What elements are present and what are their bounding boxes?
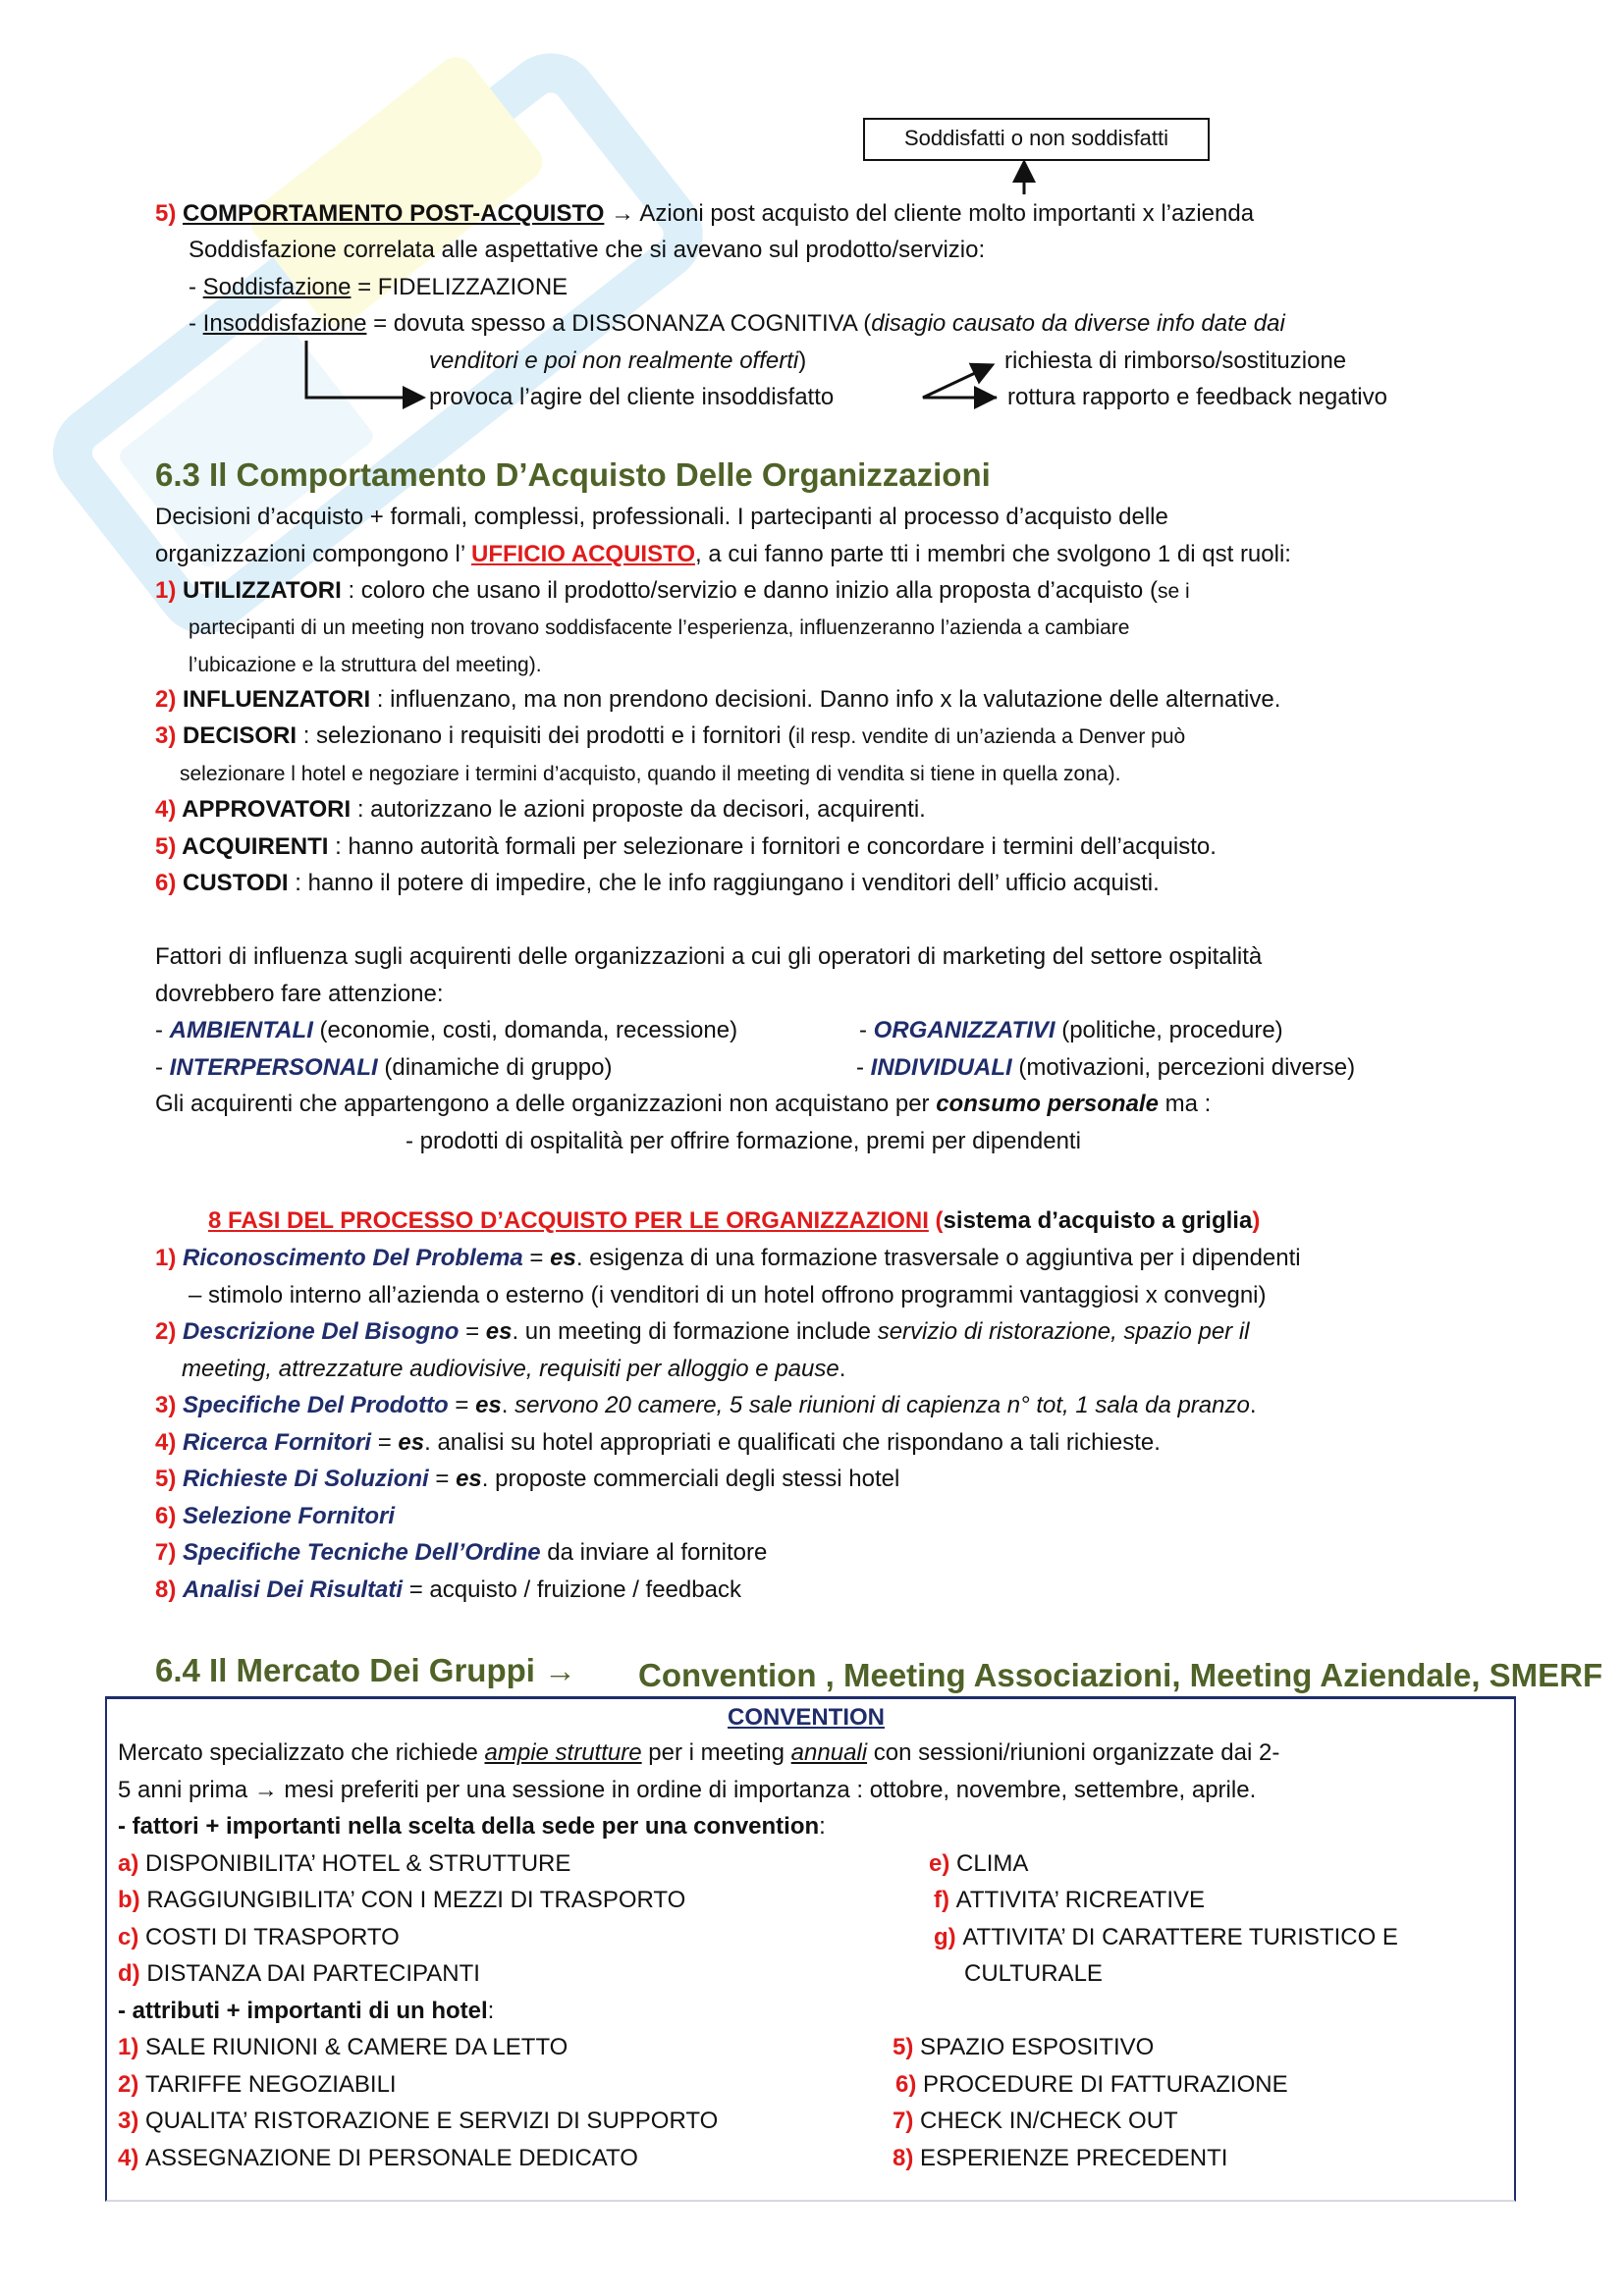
- elbow-arrow-icon: [306, 341, 420, 398]
- text-line-post-l5b: [1004, 344, 1346, 379]
- text-line-fasi-3: [155, 1388, 1257, 1423]
- text-segment: -: [155, 1017, 170, 1043]
- text-segment: :: [819, 1813, 826, 1840]
- text-segment: rottura rapporto e feedback negativo: [1007, 384, 1387, 410]
- text-segment: g): [934, 1924, 963, 1950]
- text-segment: -: [155, 1054, 170, 1081]
- text-segment: PROCEDURE DI FATTURAZIONE: [923, 2071, 1288, 2098]
- text-line-conv-2: [118, 1773, 1256, 1808]
- text-line-s63-9: [155, 792, 926, 828]
- text-segment: Specifiche Del Prodotto: [183, 1392, 449, 1418]
- text-segment: DECISORI: [183, 722, 298, 749]
- text-segment: Analisi Dei Risultati: [183, 1576, 404, 1603]
- text-segment: (politiche, procedure): [1055, 1017, 1283, 1043]
- text-segment: ): [1252, 1207, 1261, 1234]
- text-segment: 1): [155, 577, 184, 604]
- text-line-fasi-1b: [189, 1278, 1267, 1313]
- text-segment: sistema d’acquisto a griglia: [943, 1207, 1253, 1234]
- text-segment: Selezione Fornitori: [183, 1503, 396, 1529]
- text-segment: CONVENTION: [728, 1704, 886, 1731]
- text-segment: ESPERIENZE PRECEDENTI: [920, 2145, 1228, 2171]
- text-line-conv-n4: [118, 2141, 638, 2176]
- text-line-s63-5: [189, 647, 542, 683]
- text-segment: 8): [893, 2145, 921, 2171]
- text-segment: UFFICIO ACQUISTO: [470, 541, 695, 567]
- text-line-conv-f: [934, 1883, 1205, 1918]
- text-segment: Decisioni d’acquisto + formali, complessi, professionali. I partecipanti al processo d’acquisto delle: [155, 504, 1168, 530]
- text-segment: disagio causato da diverse info date dai: [871, 310, 1285, 337]
- text-line-conv-c: [118, 1920, 400, 1955]
- text-segment: CHECK IN/CHECK OUT: [920, 2108, 1178, 2134]
- text-segment: TARIFFE NEGOZIABILI: [145, 2071, 397, 2098]
- text-segment: Riconoscimento Del Problema: [183, 1245, 523, 1271]
- text-segment: 3): [118, 2108, 146, 2134]
- text-line-s63-1: [155, 500, 1168, 535]
- text-line-s63-7: [155, 719, 1185, 755]
- text-segment: = acquisto / fruizione / feedback: [403, 1576, 741, 1603]
- text-segment: d): [118, 1960, 147, 1987]
- text-segment: il resp. vendite di un’azienda a Denver può: [795, 725, 1186, 748]
- text-line-fasi-2: [155, 1314, 1250, 1350]
- text-segment: - fattori + importanti nella scelta della sede per una convention: [118, 1813, 820, 1840]
- text-line-f-3b: [859, 1013, 1283, 1048]
- text-line-fasi-6: [155, 1499, 395, 1534]
- fork-arrow-up-icon: [923, 366, 997, 398]
- text-line-conv-b: [118, 1883, 685, 1918]
- text-segment: 4): [118, 2145, 146, 2171]
- text-segment: ORGANIZZATIVI: [873, 1017, 1056, 1043]
- text-segment: consumo personale: [936, 1091, 1159, 1117]
- text-segment: -: [856, 1054, 871, 1081]
- text-segment: 4): [155, 1429, 184, 1456]
- text-segment: 1): [118, 2034, 146, 2060]
- text-segment: SPAZIO ESPOSITIVO: [920, 2034, 1155, 2060]
- text-segment: servizio di ristorazione, spazio per il: [877, 1318, 1250, 1345]
- text-segment: . proposte commerciali degli stessi hotel: [481, 1466, 900, 1492]
- text-segment: 6.3 Il Comportamento D’Acquisto Delle Organizzazioni: [155, 456, 991, 493]
- text-line-fasi-4: [155, 1425, 1161, 1461]
- text-segment: 4): [155, 796, 183, 823]
- text-line-fasi-1: [155, 1241, 1301, 1276]
- text-segment: b): [118, 1887, 147, 1913]
- text-line-s63-10: [155, 829, 1217, 865]
- text-segment: da inviare al fornitore: [540, 1539, 768, 1566]
- text-segment: : influenzano, ma non prendono decisioni. Danno info x la valutazione delle alternative.: [370, 686, 1281, 713]
- text-segment: venditori e poi non realmente offerti: [429, 347, 799, 374]
- text-segment: Ricerca Fornitori: [183, 1429, 372, 1456]
- text-line-f-5: [155, 1087, 1211, 1122]
- text-segment: 8): [155, 1576, 184, 1603]
- text-segment: CUSTODI: [183, 870, 289, 896]
- text-segment: =: [448, 1392, 476, 1418]
- text-line-s63-4: [189, 610, 1129, 646]
- text-segment: - attributi + importanti di un hotel: [118, 1998, 488, 2024]
- text-line-conv-3: [118, 1809, 826, 1844]
- text-segment: servono 20 camere, 5 sale riunioni di capienza n° tot, 1 sala da pranzo: [514, 1392, 1250, 1418]
- text-segment: 7): [155, 1539, 184, 1566]
- text-segment: ampie strutture: [484, 1739, 642, 1766]
- text-line-post-l4: [189, 306, 1285, 342]
- text-segment: : hanno il potere di impedire, che le info raggiungano i venditori dell’ ufficio acquisti.: [288, 870, 1160, 896]
- text-segment: meeting, attrezzature audiovisive, requisiti per alloggio e pause: [182, 1356, 839, 1382]
- text-line-fasi-2b: [182, 1352, 845, 1387]
- text-segment: RAGGIUNGIBILITA’ CON I MEZZI DI TRASPORTO: [146, 1887, 686, 1913]
- text-segment: annuali: [790, 1739, 868, 1766]
- text-line-conv-n5: [893, 2030, 1154, 2065]
- text-segment: 3): [155, 1392, 184, 1418]
- text-segment: es: [475, 1392, 502, 1418]
- text-line-post-l3: [189, 270, 568, 305]
- text-line-conv-n1: [118, 2030, 568, 2065]
- text-line-conv-n6: [895, 2067, 1288, 2103]
- text-segment: -: [189, 274, 203, 300]
- text-line-fasi-5: [155, 1462, 899, 1497]
- text-line-conv-1: [118, 1735, 1279, 1771]
- text-segment: 5): [893, 2034, 921, 2060]
- text-segment: - prodotti di ospitalità per offrire formazione, premi per dipendenti: [406, 1128, 1081, 1154]
- text-segment: , a cui fanno parte tti i membri che svolgono 1 di qst ruoli:: [694, 541, 1291, 567]
- text-segment: richiesta di rimborso/sostituzione: [1004, 347, 1347, 374]
- text-segment: organizzazioni compongono l’: [155, 541, 471, 567]
- text-segment: . analisi su hotel appropriati e qualificati che rispondano a tali richieste.: [424, 1429, 1161, 1456]
- text-segment: 8 FASI DEL PROCESSO D’ACQUISTO PER LE ORGANIZZAZIONI: [208, 1207, 929, 1234]
- text-segment: :: [487, 1998, 495, 2024]
- text-segment: CULTURALE: [964, 1960, 1103, 1987]
- text-line-conv-g: [934, 1920, 1398, 1955]
- text-segment: DISPONIBILITA’ HOTEL & STRUTTURE: [145, 1850, 571, 1877]
- text-segment: se i: [1157, 580, 1190, 603]
- text-segment: partecipanti di un meeting non trovano soddisfacente l’esperienza, influenzeranno l’azienda a cambiare: [189, 616, 1130, 639]
- text-segment: dovrebbero fare attenzione:: [155, 981, 444, 1007]
- text-line-s63-11: [155, 866, 1160, 901]
- text-segment: COSTI DI TRASPORTO: [145, 1924, 400, 1950]
- satisfaction-box-label: Soddisfatti o non soddisfatti: [903, 126, 1169, 150]
- text-segment: ACQUIRENTI: [182, 833, 329, 860]
- text-segment: es: [398, 1429, 425, 1456]
- text-segment: = FIDELIZZAZIONE: [351, 274, 568, 300]
- text-segment: 5): [155, 200, 184, 227]
- text-line-conv-n7: [893, 2104, 1178, 2139]
- text-line-f-4a: [155, 1050, 612, 1086]
- text-line-h64: [155, 1649, 576, 1692]
- text-segment: es: [550, 1245, 576, 1271]
- text-segment: : selezionano i requisiti dei prodotti e i fornitori (: [297, 722, 796, 749]
- text-segment: Specifiche Tecniche Dell’Ordine: [183, 1539, 541, 1566]
- text-segment: →: [544, 1652, 577, 1688]
- text-segment: =: [522, 1245, 551, 1271]
- text-segment: 2): [155, 686, 184, 713]
- text-segment: (motivazioni, percezioni diverse): [1011, 1054, 1356, 1081]
- text-segment: -: [189, 310, 203, 337]
- text-line-s63-3: [155, 573, 1190, 610]
- text-segment: =: [371, 1429, 399, 1456]
- text-segment: 2): [155, 1318, 184, 1345]
- text-segment: UTILIZZATORI: [183, 577, 342, 604]
- text-segment: Richieste Di Soluzioni: [183, 1466, 429, 1492]
- text-segment: c): [118, 1924, 146, 1950]
- text-segment: 6): [155, 1503, 184, 1529]
- text-segment: e): [929, 1850, 957, 1877]
- text-segment: Descrizione Del Bisogno: [183, 1318, 460, 1345]
- text-segment: -: [859, 1017, 874, 1043]
- text-line-conv-d: [118, 1956, 480, 1992]
- text-line-s63-6: [155, 682, 1280, 718]
- text-line-fasi-8: [155, 1573, 741, 1608]
- text-segment: es: [456, 1466, 482, 1492]
- text-line-h63: [155, 454, 991, 497]
- text-line-fasi-7: [155, 1535, 767, 1571]
- text-segment: Soddisfazione correlata alle aspettative che si avevano sul prodotto/servizio:: [189, 237, 986, 263]
- text-segment: Fattori di influenza sugli acquirenti delle organizzazioni a cui gli operatori di marketing del settore ospitalità: [155, 943, 1263, 970]
- text-segment: provoca l’agire del cliente insoddisfatto: [429, 384, 835, 410]
- text-segment: (economie, costi, domanda, recessione): [312, 1017, 738, 1043]
- text-segment: 2): [118, 2071, 146, 2098]
- text-line-conv-h: [728, 1700, 885, 1735]
- text-segment: . esigenza di una formazione trasversale o aggiuntiva per i dipendenti: [575, 1245, 1301, 1271]
- text-line-fasi-h: [208, 1203, 1260, 1239]
- text-line-conv-4: [118, 1994, 494, 2029]
- text-segment: =: [459, 1318, 486, 1345]
- text-line-conv-g2: [964, 1956, 1103, 1992]
- text-line-f-2: [155, 977, 444, 1012]
- text-line-conv-n2: [118, 2067, 397, 2103]
- text-segment: INTERPERSONALI: [169, 1054, 378, 1081]
- text-segment: 3): [155, 722, 184, 749]
- text-segment: Convention , Meeting Associazioni, Meeting Aziendale, SMERF: [638, 1657, 1603, 1693]
- text-segment: .: [501, 1392, 515, 1418]
- text-segment: es: [485, 1318, 513, 1345]
- text-segment: DISTANZA DAI PARTECIPANTI: [146, 1960, 480, 1987]
- text-segment: 6): [155, 870, 184, 896]
- text-segment: a): [118, 1850, 146, 1877]
- text-line-post-l6b: [1007, 380, 1387, 415]
- text-segment: 5): [155, 1466, 184, 1492]
- text-segment: ): [798, 347, 807, 374]
- text-segment: : autorizzano le azioni proposte da decisori, acquirenti.: [351, 796, 926, 823]
- text-segment: ASSEGNAZIONE DI PERSONALE DEDICATO: [145, 2145, 638, 2171]
- text-segment: → Azioni post acquisto del cliente molto importanti x l’azienda: [604, 200, 1255, 227]
- text-segment: = dovuta spesso a DISSONANZA COGNITIVA (: [366, 310, 872, 337]
- text-segment: : coloro che usano il prodotto/servizio e danno inizio alla proposta d’acquisto (: [341, 577, 1158, 604]
- text-line-post-l5: [429, 344, 806, 379]
- text-segment: selezionare l hotel e negoziare i termini d’acquisto, quando il meeting di vendita si tiene in quella zona).: [180, 763, 1121, 785]
- text-segment: Mercato specializzato che richiede: [118, 1739, 485, 1766]
- text-segment: ATTIVITA’ RICREATIVE: [955, 1887, 1206, 1913]
- text-segment: QUALITA’ RISTORAZIONE E SERVIZI DI SUPPORTO: [145, 2108, 719, 2134]
- text-segment: l’ubicazione e la struttura del meeting).: [189, 654, 542, 676]
- text-segment: Gli acquirenti che appartengono a delle organizzazioni non acquistano per: [155, 1091, 937, 1117]
- text-line-post-l2: [189, 233, 985, 268]
- text-segment: Soddisfazione: [202, 274, 352, 300]
- text-line-conv-a: [118, 1846, 570, 1882]
- text-line-f-3a: [155, 1013, 737, 1048]
- text-segment: APPROVATORI: [182, 796, 352, 823]
- text-segment: INFLUENZATORI: [183, 686, 371, 713]
- text-segment: – stimolo interno all’azienda o esterno (i venditori di un hotel offrono programmi vantaggiosi x convegni): [189, 1282, 1267, 1308]
- text-segment: 1): [155, 1245, 184, 1271]
- text-line-post-l6: [429, 380, 834, 415]
- text-segment: 5): [155, 833, 183, 860]
- text-segment: f): [934, 1887, 956, 1913]
- text-line-f-1: [155, 939, 1262, 975]
- text-segment: .: [1249, 1392, 1257, 1418]
- text-line-conv-n8: [893, 2141, 1227, 2176]
- text-segment: .: [839, 1356, 846, 1382]
- text-segment: INDIVIDUALI: [870, 1054, 1012, 1081]
- text-segment: =: [428, 1466, 457, 1492]
- text-segment: 6): [895, 2071, 924, 2098]
- text-line-f-6: [406, 1124, 1081, 1159]
- text-segment: : hanno autorità formali per selezionare i fornitori e concordare i termini dell’acquisto.: [328, 833, 1217, 860]
- text-segment: ATTIVITA’ DI CARATTERE TURISTICO E: [962, 1924, 1398, 1950]
- text-line-conv-e: [929, 1846, 1028, 1882]
- text-segment: (: [928, 1207, 944, 1234]
- text-line-s63-8: [180, 756, 1120, 792]
- text-segment: Insoddisfazione: [202, 310, 367, 337]
- text-segment: 7): [893, 2108, 921, 2134]
- text-segment: (dinamiche di gruppo): [377, 1054, 613, 1081]
- text-line-conv-n3: [118, 2104, 718, 2139]
- text-segment: 6.4 Il Mercato Dei Gruppi: [155, 1652, 545, 1688]
- text-segment: ma :: [1158, 1091, 1212, 1117]
- text-segment: 5 anni prima → mesi preferiti per una sessione in ordine di importanza : ottobre, novembre, settembre, aprile.: [118, 1777, 1257, 1803]
- text-segment: SALE RIUNIONI & CAMERE DA LETTO: [145, 2034, 568, 2060]
- text-line-f-4b: [856, 1050, 1355, 1086]
- text-segment: per i meeting: [641, 1739, 791, 1766]
- text-segment: con sessioni/riunioni organizzate dai 2-: [867, 1739, 1280, 1766]
- text-segment: . un meeting di formazione include: [512, 1318, 878, 1345]
- text-line-post-title: [155, 196, 1254, 232]
- text-line-h64-r: [638, 1654, 1602, 1697]
- text-segment: CLIMA: [956, 1850, 1029, 1877]
- text-segment: COMPORTAMENTO POST-ACQUISTO: [183, 200, 605, 227]
- text-line-s63-2: [155, 537, 1291, 572]
- text-segment: AMBIENTALI: [169, 1017, 313, 1043]
